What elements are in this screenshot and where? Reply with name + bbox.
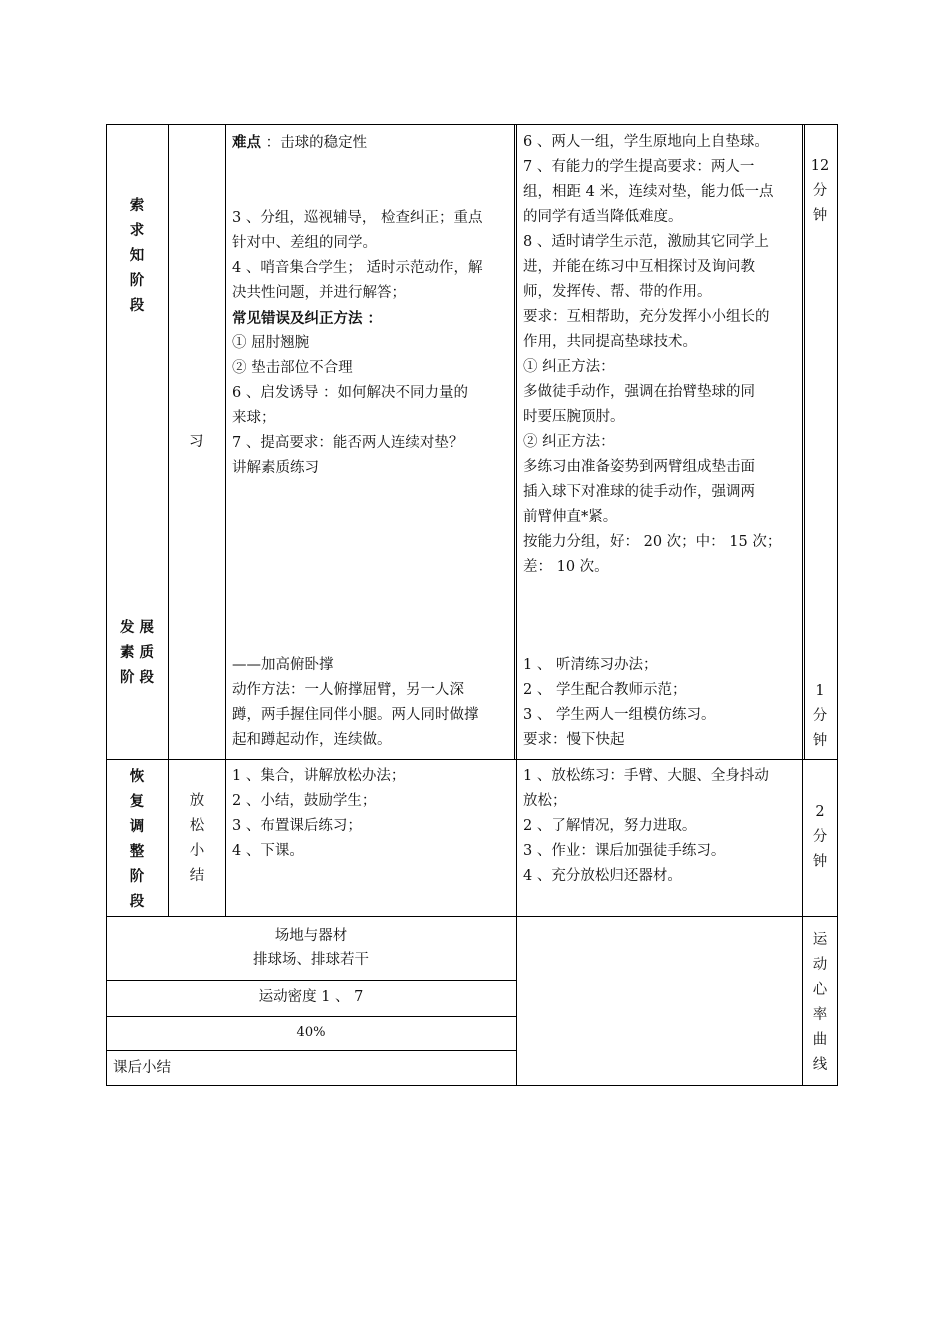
teacher-line: 4 、下课。: [232, 843, 304, 859]
student-line: 进，并能在练习中互相探讨及询问教: [523, 259, 755, 275]
heart-rate-label: 运动心率曲线: [812, 932, 828, 1073]
student-line: ① 纠正方法：: [523, 359, 615, 375]
teacher-line: 起和蹲起动作，连续做。: [232, 732, 392, 748]
time-value: 分: [812, 708, 828, 724]
stage-develop-line: 发 展: [119, 619, 155, 636]
student-line: 8 、适时请学生示范，激励其它同学上: [523, 234, 769, 250]
venue-title: 场地与器材: [274, 928, 348, 944]
time-value: 钟: [812, 733, 828, 749]
stage-develop-line: 阶 段: [119, 669, 155, 686]
time-value: 钟: [812, 208, 828, 224]
student-line: 3 、作业：课后加强徒手练习。: [523, 843, 726, 859]
teacher-line: 7 、提高要求：能否两人连续对垫？: [232, 435, 464, 451]
student-line: 差： 10 次。: [523, 559, 609, 575]
bold-prefix: 难点: [232, 134, 261, 151]
student-line: 要求：慢下快起: [523, 732, 625, 748]
student-line: 插入球下对准球的徒手动作，强调两: [523, 484, 755, 500]
teacher-line: 3 、布置课后练习；: [232, 818, 362, 834]
teacher-line: ② 垫击部位不合理: [232, 360, 353, 376]
student-line: ② 纠正方法：: [523, 434, 615, 450]
summary-label: 课后小结: [113, 1060, 171, 1076]
teacher-line: 3 、分组，巡视辅导， 检查纠正；重点: [232, 210, 483, 226]
teacher-line: 2 、小结，鼓励学生；: [232, 793, 377, 809]
teacher-line: 动作方法：一人俯撑屈臂，另一人深: [232, 682, 464, 698]
student-line: 要求：互相帮助，充分发挥小小组长的: [523, 309, 770, 325]
teacher-line: 决共性问题，并进行解答；: [232, 285, 406, 301]
teacher-line: ① 屈肘翘腕: [232, 335, 310, 351]
student-line: 1 、放松练习：手臂、大腿、全身抖动: [523, 768, 769, 784]
teacher-line: 常见错误及纠正方法 ：: [232, 310, 383, 327]
student-line: 师，发挥传、帮、带的作用。: [523, 284, 712, 300]
stage-develop-line: 素 质: [119, 644, 155, 661]
teacher-line: 讲解素质练习: [232, 460, 319, 476]
time-value: 分: [812, 829, 828, 845]
stage-recover: 恢复调整阶段: [129, 768, 145, 910]
density-label: 运动密度 1 、 7: [258, 989, 364, 1005]
student-line: 多练习由准备姿势到两臂组成垫击面: [523, 459, 755, 475]
student-line: 的同学有适当降低难度。: [523, 209, 683, 225]
student-line: 2 、了解情况，努力进取。: [523, 818, 697, 834]
method-recover: 放松小结: [189, 793, 205, 884]
student-line: 1 、 听清练习办法；: [523, 657, 658, 673]
venue-value: 排球场、排球若干: [253, 952, 369, 968]
teacher-line: 针对中、差组的同学。: [232, 235, 377, 251]
time-value: 钟: [812, 854, 828, 870]
density-value: 40%: [296, 1025, 326, 1040]
teacher-line: ——加高俯卧撑: [232, 657, 334, 673]
time-value: 分: [812, 183, 828, 199]
time-value: 1: [815, 683, 825, 699]
student-line: 按能力分组，好： 20 次；中： 15 次；: [523, 534, 782, 550]
student-line: 放松；: [523, 793, 567, 809]
student-line: 时要压腕顶肘。: [523, 409, 625, 425]
time-value: 2: [815, 804, 825, 820]
student-line: 作用，共同提高垫球技术。: [523, 334, 697, 350]
student-line: 多做徒手动作，强调在抬臂垫球的同: [523, 384, 755, 400]
teacher-line: 6 、启发诱导 ：如何解决不同力量的: [232, 385, 468, 401]
teacher-line: 1 、集合，讲解放松办法；: [232, 768, 406, 784]
teacher-line: 难点 ：击球的稳定性: [232, 134, 368, 151]
stage-explore: 索求知阶段: [129, 197, 145, 314]
student-line: 6 、两人一组，学生原地向上自垫球。: [523, 134, 769, 150]
student-line: 4 、充分放松归还器材。: [523, 868, 682, 884]
teacher-line: 来球；: [232, 410, 276, 426]
student-line: 7 、有能力的学生提高要求：两人一: [523, 159, 755, 175]
student-line: 2 、 学生配合教师示范；: [523, 682, 687, 698]
student-line: 组，相距 4 米，连续对垫，能力低一点: [523, 184, 774, 200]
time-value: 12: [810, 158, 830, 174]
student-line: 3 、 学生两人一组模仿练习。: [523, 707, 716, 723]
teacher-line: 蹲，两手握住同伴小腿。两人同时做撑: [232, 707, 479, 723]
method-explore: 习: [189, 434, 204, 450]
teacher-line: 4 、哨音集合学生； 适时示范动作，解: [232, 260, 483, 276]
student-line: 前臂伸直*紧。: [523, 509, 618, 525]
